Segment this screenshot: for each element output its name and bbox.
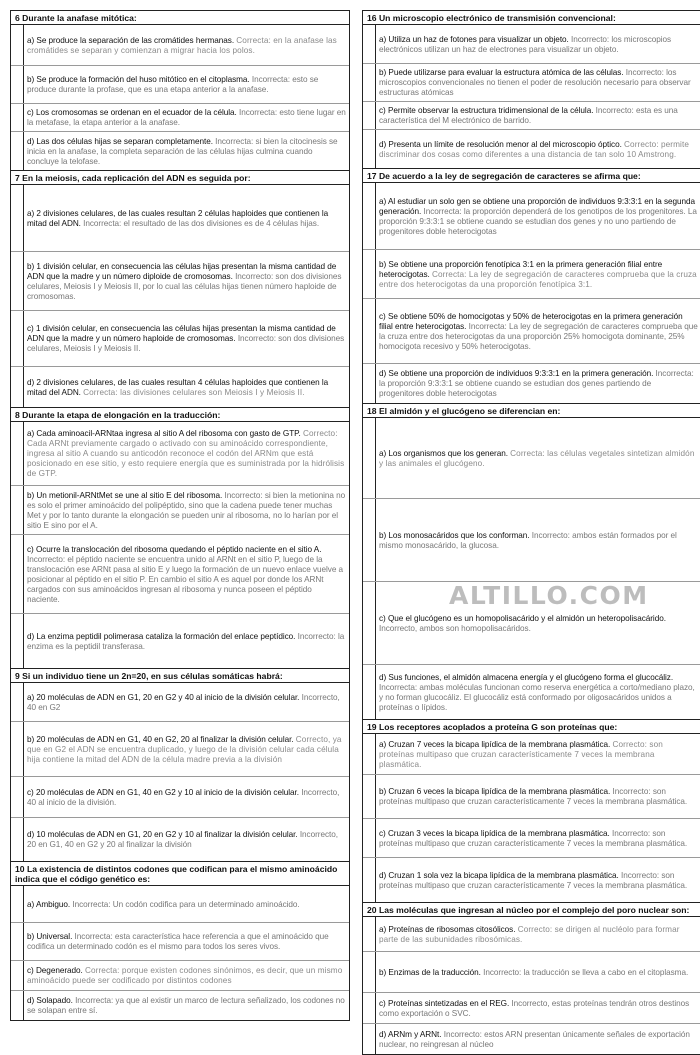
answer-text bbox=[376, 952, 700, 992]
question-heading: 10 La existencia de distintos codones que codifican para el mismo aminoácido indica que el código genético es: bbox=[11, 862, 349, 886]
answer-gutter bbox=[11, 311, 24, 366]
feedback-correct: Correcto: permite discriminar dos cosas como diferentes a una distancia de tan solo 10 Amstrong. bbox=[379, 139, 689, 159]
answer-statement: c) Permite observar la estructura tridimensional de la célula. bbox=[379, 106, 594, 115]
answer-text bbox=[376, 102, 700, 129]
answer-text bbox=[24, 923, 349, 960]
answer-statement: d) 10 moléculas de ADN en G1, 20 en G2 y 10 al finalizar la división celular. bbox=[27, 830, 298, 839]
answer-option bbox=[11, 185, 349, 252]
feedback-incorrect: Incorrecta: la proporción 9:3:3:1 se obtiene cuando se estudian dos genes partiendo de progenitores doble heterocigotas bbox=[379, 369, 694, 398]
answer-statement: d) Cruzan 1 sola vez la bicapa lipídica de la membrana plasmática. bbox=[379, 870, 619, 880]
question-heading: 7 En la meiosis, cada replicación del ADN es seguida por: bbox=[11, 171, 349, 185]
answer-statement: d) Sus funciones, el almidón almacena energía y el glucógeno forma el glucocáliz. bbox=[379, 672, 674, 682]
feedback-correct: Correcta: La ley de segregación de caracteres comprueba que la cruza entre dos heterocigotas da una proporción fenotípica 3:1. bbox=[379, 269, 697, 289]
answer-gutter bbox=[363, 993, 376, 1023]
answer-text bbox=[376, 183, 700, 249]
answer-statement: a) Se produce la separación de las cromátides hermanas. bbox=[27, 35, 235, 45]
feedback-incorrect: Incorrecto: son proteínas multipaso que cruzan característicamente 7 veces la membrana plasmática. bbox=[379, 787, 688, 806]
answer-text bbox=[24, 961, 349, 990]
right-column bbox=[362, 10, 700, 1055]
question-block bbox=[363, 404, 700, 720]
question-block bbox=[363, 11, 700, 169]
answer-statement: b) Los monosacáridos que los conforman. bbox=[379, 530, 530, 540]
answer-text bbox=[376, 993, 700, 1023]
answer-text bbox=[24, 777, 349, 817]
answer-gutter bbox=[363, 917, 376, 951]
feedback-incorrect: Incorrecto, estas proteínas tendrán otros destinos como exportación o SVC. bbox=[379, 998, 690, 1018]
answer-option bbox=[363, 102, 700, 130]
question-block bbox=[363, 169, 700, 404]
feedback-correct: Correcta: las divisiones celulares son Meiosis I y Meiosis II. bbox=[83, 387, 305, 397]
answer-text bbox=[376, 130, 700, 168]
answer-option bbox=[363, 250, 700, 299]
answer-statement: a) 20 moléculas de ADN en G1, 20 en G2 y 40 al inicio de la división celular. bbox=[27, 692, 300, 702]
answer-gutter bbox=[11, 104, 24, 131]
feedback-incorrect: Incorrecta: esta característica hace referencia a que el aminoácido que codifica un determinado codón es el mismo para todos los seres vivos. bbox=[27, 932, 329, 951]
answer-option bbox=[11, 991, 349, 1020]
feedback-incorrect: Incorrecto, 40 al inicio de la división. bbox=[27, 787, 340, 807]
answer-text bbox=[376, 665, 700, 719]
answer-text bbox=[24, 722, 349, 776]
answer-statement: a) Cruzan 7 veces la bicapa lipídica de la membrana plasmática. bbox=[379, 739, 611, 749]
answer-statement: a) 2 divisiones celulares, de las cuales resultan 2 células haploides que contienen la mitad del ADN. bbox=[27, 208, 329, 228]
answer-text bbox=[376, 25, 700, 63]
feedback-incorrect: Incorrecto: son dos divisiones celulares, Meiosis I y Meiosis II. bbox=[27, 334, 345, 353]
feedback-incorrect: Incorrecto: los microscopios convencionales no tienen el poder de resolución necesario para observar estructuras atómicas bbox=[379, 68, 691, 97]
answer-text bbox=[376, 299, 700, 363]
answer-option bbox=[363, 364, 700, 403]
answer-option bbox=[11, 422, 349, 486]
answer-option bbox=[363, 1024, 700, 1054]
answer-gutter bbox=[363, 183, 376, 249]
answer-text bbox=[376, 734, 700, 774]
answer-gutter bbox=[11, 818, 24, 861]
answer-gutter bbox=[363, 299, 376, 363]
answer-text bbox=[376, 364, 700, 403]
answer-statement: b) Un metionil-ARNtMet se une al sitio E del ribosoma. bbox=[27, 490, 223, 500]
answer-text bbox=[376, 819, 700, 857]
answer-text bbox=[376, 1024, 700, 1054]
feedback-correct: Correcta: porque existen codones sinónimos, es decir, que un mismo aminoácido puede ser codificado por distintos codones bbox=[27, 966, 343, 985]
answer-text bbox=[24, 886, 349, 922]
feedback-incorrect: Incorrecto, 40 en G2 bbox=[27, 692, 340, 712]
answer-statement: d) Las dos células hijas se separan completamente. bbox=[27, 136, 213, 146]
answer-text bbox=[24, 66, 349, 103]
answer-gutter bbox=[363, 64, 376, 101]
feedback-incorrect: Incorrecto: si bien la metionina no es solo el primer aminoácido del polipéptido, sino que la cadena puede tener muchas Met y por lo tanto durante la elongación se pueden unir al ribosoma, no lo harían por el sitio E sino por el A. bbox=[27, 490, 346, 530]
feedback-incorrect: Incorrecto: ambos están formados por el mismo monosacárido, la glucosa. bbox=[379, 530, 677, 550]
feedback-incorrect: Incorrecta: esto se produce durante la profase, que es una etapa anterior a la anafase. bbox=[27, 75, 319, 94]
answer-gutter bbox=[11, 367, 24, 407]
answer-gutter bbox=[11, 535, 24, 613]
question-block bbox=[11, 171, 349, 408]
answer-gutter bbox=[11, 683, 24, 721]
answer-text bbox=[24, 683, 349, 721]
question-heading: 18 El almidón y el glucógeno se diferencian en: bbox=[363, 404, 700, 418]
answer-option bbox=[363, 819, 700, 858]
answer-option bbox=[11, 66, 349, 104]
answer-option bbox=[363, 993, 700, 1024]
answer-statement: b) Universal. bbox=[27, 932, 73, 941]
answer-option bbox=[363, 130, 700, 168]
answer-statement: c) 1 división celular, en consecuencia las células hijas presentan la misma cantidad de ADN que la madre y un número haploide de cromosomas. bbox=[27, 324, 336, 343]
answer-gutter bbox=[11, 614, 24, 668]
answer-gutter bbox=[11, 132, 24, 170]
feedback-incorrect: Incorrecto: la traducción se lleva a cabo en el citoplasma. bbox=[483, 967, 689, 977]
answer-gutter bbox=[363, 858, 376, 902]
answer-text bbox=[24, 367, 349, 407]
answer-text bbox=[24, 818, 349, 861]
feedback-incorrect: Incorrecta: esto tiene lugar en la metafase, la etapa anterior a la anafase. bbox=[27, 108, 346, 127]
answer-statement: d) ARNm y ARNt. bbox=[379, 1029, 442, 1039]
answer-gutter bbox=[363, 582, 376, 664]
answer-text bbox=[24, 535, 349, 613]
answer-option bbox=[363, 418, 700, 499]
answer-gutter bbox=[363, 418, 376, 498]
answer-text bbox=[24, 486, 349, 534]
answer-gutter bbox=[363, 819, 376, 857]
answer-statement: b) Se produce la formación del huso mitótico en el citoplasma. bbox=[27, 75, 250, 84]
answer-statement: b) Se obtiene una proporción fenotípica 3:1 en la primera generación filial entre heterocigotas. bbox=[379, 259, 663, 279]
feedback-correct: Correcta: en la anafase las cromátides se separan y comienzan a migrar hacia los polos. bbox=[27, 35, 337, 55]
answer-text bbox=[24, 185, 349, 251]
answer-statement: c) Se obtiene 50% de homocigotas y 50% de heterocigotas en la primera generación filial entre heterocigotas. bbox=[379, 311, 683, 331]
answer-gutter bbox=[11, 66, 24, 103]
answer-gutter bbox=[363, 952, 376, 992]
feedback-incorrect: Incorrecta: Un codón codifica para un determinado aminoácido. bbox=[72, 899, 300, 909]
answer-text bbox=[376, 250, 700, 298]
answer-text bbox=[376, 858, 700, 902]
feedback-incorrect: Incorrecto: son proteínas multipaso que cruzan característicamente 7 veces la membrana plasmática. bbox=[379, 870, 688, 890]
answer-option bbox=[363, 775, 700, 819]
answer-text bbox=[24, 311, 349, 366]
answer-statement: c) Proteínas sintetizadas en el REG. bbox=[379, 998, 510, 1008]
answer-statement: a) Utiliza un haz de fotones para visualizar un objeto. bbox=[379, 34, 569, 44]
answer-option bbox=[363, 734, 700, 775]
answer-gutter bbox=[363, 734, 376, 774]
answer-gutter bbox=[363, 250, 376, 298]
answer-statement: b) Puede utilizarse para evaluar la estructura atómica de las células. bbox=[379, 68, 624, 77]
answer-statement: d) Se obtiene una proporción de individuos 9:3:3:1 en la primera generación. bbox=[379, 369, 654, 378]
answer-gutter bbox=[11, 923, 24, 960]
answer-option bbox=[11, 132, 349, 170]
answer-option bbox=[11, 252, 349, 311]
answer-statement: b) 1 división celular, en consecuencia las células hijas presentan la misma cantidad de ADN que la madre y un número diploide de cromosomas. bbox=[27, 261, 337, 281]
answer-text bbox=[24, 132, 349, 170]
answer-option bbox=[11, 486, 349, 535]
answer-option bbox=[11, 886, 349, 923]
feedback-incorrect: Incorrecto: son dos divisiones celulares, Meiosis I y Meiosis II, por lo cual las células hijas tienen número haploide de cromosomas. bbox=[27, 271, 342, 301]
feedback-incorrect: Incorrecto: la enzima es la peptidil transferasa. bbox=[27, 631, 345, 651]
question-heading: 20 Las moléculas que ingresan al núcleo por el complejo del poro nuclear son: bbox=[363, 903, 700, 917]
answer-statement: a) Los organismos que los generan. bbox=[379, 448, 508, 458]
answer-statement: d) Solapado. bbox=[27, 996, 73, 1005]
answer-statement: c) Que el glucógeno es un homopolisacárido y el almidón un heteropolisacárido. bbox=[379, 613, 666, 623]
feedback-incorrect: Incorrecta: el resultado de las dos divisiones es de 4 células hijas. bbox=[83, 218, 320, 228]
answer-option bbox=[363, 499, 700, 582]
feedback-incorrect: Incorrecto: esta es una característica del M electrónico de barrido. bbox=[379, 106, 678, 125]
answer-option bbox=[363, 917, 700, 952]
answer-gutter bbox=[363, 364, 376, 403]
question-block bbox=[11, 862, 349, 1021]
feedback-correct: Correcto, ya que en G2 el ADN se encuentra duplicado, y luego de la división celular cada célula hija contiene la mitad del ADN de la célula madre previa a la división bbox=[27, 734, 342, 764]
answer-gutter bbox=[11, 252, 24, 310]
feedback-incorrect: Incorrecto: estos ARN presentan únicamente señales de exportación nuclear, no reingresan al núcleo bbox=[379, 1029, 690, 1049]
answer-gutter bbox=[363, 130, 376, 168]
feedback-incorrect: Incorrecto: los microscopios electrónicos utilizan un haz de electrones para visualizar un objeto. bbox=[379, 34, 672, 54]
answer-option bbox=[11, 535, 349, 614]
feedback-incorrect: Incorrecta: la proporción dependerá de los genotipos de los progenitores. La proporción 9:3:3:1 se obtiene cuando se estudian dos genes y no uno partiendo de progenitores doble heterocigotas bbox=[379, 206, 697, 236]
question-heading: 16 Un microscopio electrónico de transmisión convencional: bbox=[363, 11, 700, 25]
answer-text bbox=[24, 422, 349, 485]
answer-gutter bbox=[363, 499, 376, 581]
answer-option bbox=[11, 367, 349, 407]
answer-gutter bbox=[11, 486, 24, 534]
answer-option bbox=[363, 64, 700, 102]
feedback-correct: Correcto: son proteínas multipaso que cruzan característicamente 7 veces la membrana plasmática. bbox=[379, 739, 663, 769]
answer-option bbox=[11, 777, 349, 818]
watermark: ALTILLO.COM bbox=[449, 581, 649, 610]
left-column bbox=[10, 10, 350, 1021]
answer-option bbox=[11, 104, 349, 132]
answer-option bbox=[11, 818, 349, 861]
answer-statement: b) Enzimas de la traducción. bbox=[379, 967, 481, 977]
feedback-incorrect: Incorrecta: ya que al existir un marco de lectura señalizado, los codones no se solapan entre sí. bbox=[27, 996, 345, 1015]
answer-gutter bbox=[11, 886, 24, 922]
feedback-correct: Correcto: Cada ARNt previamente cargado o activado con su aminoácido correspondiente, ingresa al sitio A cuando su anticodón reconoce el codón del ARNm que está posicionado en ese sitio, y esto requiere energía que es suministrada por la hidrólisis de GTP. bbox=[27, 429, 345, 478]
answer-text bbox=[24, 25, 349, 65]
feedback-incorrect: Incorrecta: La ley de segregación de caracteres comprueba que la cruza entre dos heterocigotas da una proporción 25% homocigota dominante, 25% homocigota recesivo y 50% heterocigotas. bbox=[379, 321, 698, 351]
answer-statement: c) Ocurre la translocación del ribosoma quedando el péptido naciente en el sitio A. bbox=[27, 544, 322, 554]
answer-text bbox=[24, 991, 349, 1020]
feedback-incorrect: Incorrecto, 20 en G1, 40 en G2 y 20 al finalizar la división bbox=[27, 830, 338, 849]
answer-text bbox=[376, 418, 700, 498]
answer-statement: b) 20 moléculas de ADN en G1, 40 en G2, 20 al finalizar la división celular. bbox=[27, 734, 294, 744]
answer-option bbox=[363, 665, 700, 719]
answer-statement: c) Degenerado. bbox=[27, 966, 83, 975]
answer-option bbox=[11, 961, 349, 991]
answer-text bbox=[376, 499, 700, 581]
answer-gutter bbox=[11, 961, 24, 990]
answer-gutter bbox=[363, 775, 376, 818]
answer-option bbox=[363, 858, 700, 902]
answer-statement: d) La enzima peptidil polimerasa cataliza la formación del enlace peptídico. bbox=[27, 631, 296, 641]
question-heading: 17 De acuerdo a la ley de segregación de caracteres se afirma que: bbox=[363, 169, 700, 183]
answer-text bbox=[24, 614, 349, 668]
answer-gutter bbox=[363, 665, 376, 719]
answer-option bbox=[363, 183, 700, 250]
answer-statement: a) Cada aminoacil-ARNtaa ingresa al sitio A del ribosoma con gasto de GTP. bbox=[27, 429, 301, 438]
answer-gutter bbox=[11, 25, 24, 65]
answer-gutter bbox=[11, 991, 24, 1020]
answer-option bbox=[11, 614, 349, 668]
answer-statement: d) 2 divisiones celulares, de las cuales resultan 4 células haploides que contienen la mitad del ADN. bbox=[27, 377, 329, 397]
answer-option bbox=[11, 25, 349, 66]
feedback-incorrect: Incorrecto, ambos son homopolisacáridos. bbox=[379, 623, 531, 633]
answer-text bbox=[376, 64, 700, 101]
answer-gutter bbox=[11, 777, 24, 817]
answer-option bbox=[363, 25, 700, 64]
answer-statement: a) Proteínas de ribosomas citosólicos. bbox=[379, 924, 516, 934]
feedback-incorrect: Incorrecta: si bien la citocinesis se inicia en la anafase, la completa separación de las células hijas culmina cuando concluye la telofase. bbox=[27, 136, 338, 166]
question-block bbox=[363, 903, 700, 1055]
question-block bbox=[363, 720, 700, 903]
feedback-correct: Correcto: se dirigen al nucléolo para formar parte de las subunidades ribosómicas. bbox=[379, 924, 680, 944]
feedback-incorrect: Incorrecta: ambas moléculas funcionan como reserva energética a corto/mediano plazo, y no forman glucocáliz. El glucocáliz está conformado por oligosacáridos unidos a proteínas o lípidos. bbox=[379, 682, 695, 712]
question-block bbox=[11, 11, 349, 171]
feedback-correct: Correcta: las células vegetales sintetizan almidón y las animales el glucógeno. bbox=[379, 448, 695, 468]
answer-statement: a) Ambiguo. bbox=[27, 899, 71, 909]
answer-option bbox=[11, 311, 349, 367]
question-heading: 6 Durante la anafase mitótica: bbox=[11, 11, 349, 25]
answer-statement: a) Al estudiar un solo gen se obtiene una proporción de individuos 9:3:3:1 en la segunda generación. bbox=[379, 196, 696, 216]
answer-option bbox=[11, 722, 349, 777]
answer-gutter bbox=[363, 25, 376, 63]
feedback-incorrect: Incorrecto: son proteínas multipaso que cruzan característicamente 7 veces la membrana plasmática. bbox=[379, 828, 688, 848]
answer-text bbox=[24, 252, 349, 310]
answer-gutter bbox=[11, 722, 24, 776]
answer-text bbox=[376, 775, 700, 818]
answer-text bbox=[376, 917, 700, 951]
answer-gutter bbox=[363, 102, 376, 129]
answer-statement: d) Presenta un límite de resolución menor al del microscopio óptico. bbox=[379, 139, 622, 149]
answer-option bbox=[11, 923, 349, 961]
answer-option bbox=[11, 683, 349, 722]
answer-option bbox=[363, 299, 700, 364]
answer-gutter bbox=[11, 185, 24, 251]
feedback-incorrect: Incorrecto: el péptido naciente se encuentra unido al ARNt en el sitio P, luego de la translocación ese ARNt pasa al sitio E y luego la formación de un nuevo enlace vuelve a posicionar al péptido en el sitio P. En cambio el sitio A es aquel por donde los ARNt cargados con sus aminoácidos ingresan al ribosoma y nunca poseen el péptido naciente. bbox=[27, 554, 344, 604]
answer-text bbox=[24, 104, 349, 131]
question-heading: 8 Durante la etapa de elongación en la traducción: bbox=[11, 408, 349, 422]
answer-statement: c) Los cromosomas se ordenan en el ecuador de la célula. bbox=[27, 108, 237, 117]
answer-gutter bbox=[363, 1024, 376, 1054]
question-heading: 9 Si un individuo tiene un 2n=20, en sus células somáticas habrá: bbox=[11, 669, 349, 683]
answer-statement: c) 20 moléculas de ADN en G1, 40 en G2 y 10 al inicio de la división celular. bbox=[27, 787, 299, 797]
answer-option bbox=[363, 952, 700, 993]
question-block bbox=[11, 669, 349, 862]
answer-statement: c) Cruzan 3 veces la bicapa lipídica de la membrana plasmática. bbox=[379, 828, 610, 838]
question-block bbox=[11, 408, 349, 669]
answer-statement: b) Cruzan 6 veces la bicapa lipídica de la membrana plasmática. bbox=[379, 787, 611, 796]
answer-gutter bbox=[11, 422, 24, 485]
question-heading: 19 Los receptores acoplados a proteína G son proteínas que: bbox=[363, 720, 700, 734]
